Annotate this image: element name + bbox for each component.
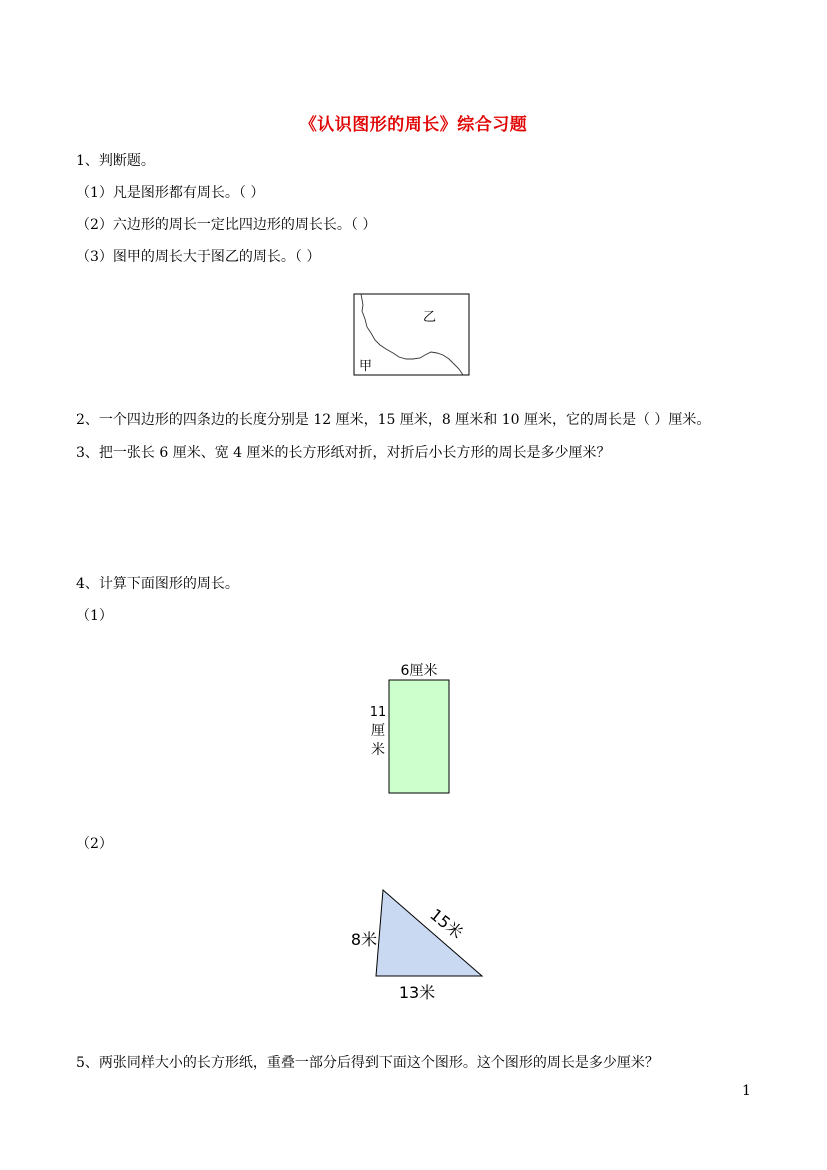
q4-rectangle <box>389 680 449 793</box>
q3-text: 3、把一张长 6 厘米、宽 4 厘米的长方形纸对折，对折后小长方形的周长是多少厘米？ <box>76 445 611 461</box>
q4-rect-side-unit-2: 米 <box>371 742 385 758</box>
q2-text: 2、一个四边形的四条边的长度分别是 12 厘米，15 厘米，8 厘米和 10 厘米，它的周长是（ ）厘米。 <box>76 412 711 428</box>
q4-rect-top-label: 6厘米 <box>400 663 438 679</box>
q5-text: 5、两张同样大小的长方形纸，重叠一部分后得到下面这个图形。这个图形的周长是多少厘米？ <box>76 1055 659 1071</box>
q1-item-1: （1）凡是图形都有周长。（ ） <box>76 185 265 201</box>
q4-rect-side-unit-1: 厘 <box>371 723 385 739</box>
q4-sub2: （2） <box>76 836 113 852</box>
q1-label-yi: 乙 <box>423 310 437 325</box>
q1-figure <box>353 293 471 377</box>
q1-item-3: （3）图甲的周长大于图乙的周长。（ ） <box>76 249 321 265</box>
q4-triangle-hyp-label: 15米 <box>426 904 467 943</box>
page-title: 《认识图形的周长》综合习题 <box>299 115 528 135</box>
q4-rect-side-number: 11 <box>369 705 387 720</box>
q1-item-2: （2）六边形的周长一定比四边形的周长长。（ ） <box>76 217 377 233</box>
q1-heading: 1、判断题。 <box>76 153 155 169</box>
q4-triangle <box>376 890 482 976</box>
q4-rectangle-figure <box>360 656 460 798</box>
q4-sub1: （1） <box>76 608 113 624</box>
page-number: 1 <box>742 1083 751 1099</box>
q4-triangle-figure <box>340 880 500 1006</box>
q4-triangle-left-label: 8米 <box>350 930 378 949</box>
q4-triangle-bottom-label: 13米 <box>398 983 436 1002</box>
q4-heading: 4、计算下面图形的周长。 <box>76 576 239 592</box>
q1-label-jia: 甲 <box>359 359 373 374</box>
